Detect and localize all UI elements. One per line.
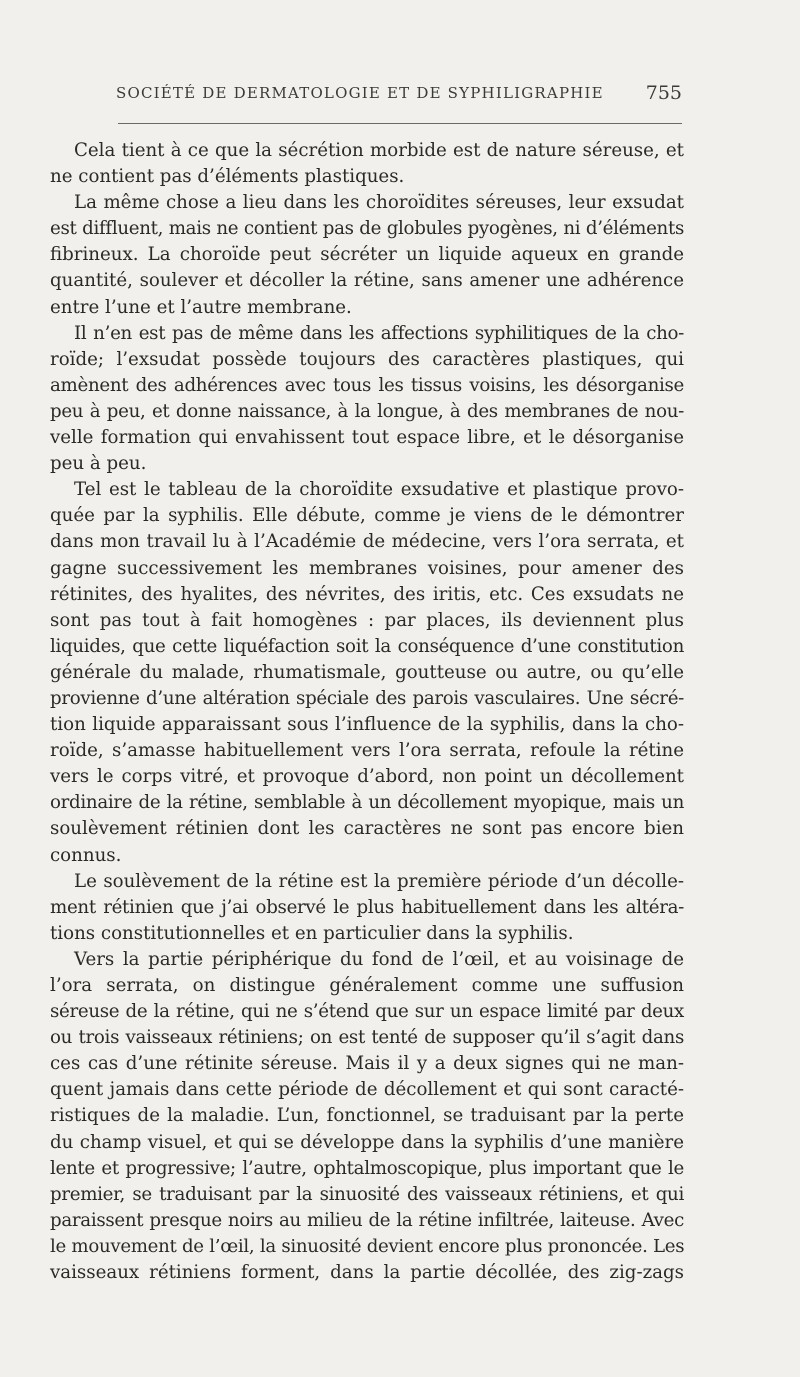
text-line: premier, se traduisant par la sinuosité des vaisseaux rétiniens, et qui [50, 1183, 684, 1205]
text-line: vers le corps vitré, et provoque d’abord, non point un décollement [50, 766, 684, 788]
text-line: soulèvement rétinien dont les caractères ne sont pas encore bien [50, 818, 684, 840]
text-line: le mouvement de l’œil, la sinuosité devient encore plus prononcée. Les [50, 1235, 685, 1257]
page-header [116, 84, 682, 114]
page-number: 755 [645, 82, 682, 104]
text-line: Cela tient à ce que la sécrétion morbide est de nature séreuse, et [74, 140, 684, 161]
text-line: rétinites, des hyalites, des névrites, des iritis, etc. Ces exsudats ne [50, 583, 684, 605]
text-line: sont pas tout à fait homogènes : par places, ils deviennent plus [50, 609, 684, 631]
text-line: roïde, s’amasse habituellement vers l’ora serrata, refoule la rétine [50, 740, 684, 762]
text-line: entre l’une et l’autre membrane. [50, 296, 352, 318]
text-line: amènent des adhérences avec tous les tissus voisins, les désorganise [50, 374, 684, 396]
text-line: ristiques de la maladie. L’un, fonctionnel, se traduisant par la perte [50, 1105, 684, 1127]
text-line: quent jamais dans cette période de décollement et qui sont caracté- [50, 1079, 684, 1101]
text-line: quantité, soulever et décoller la rétine, sans amener une adhérence [50, 270, 684, 292]
text-line: quée par la syphilis. Elle débute, comme je viens de le démontrer [50, 505, 684, 527]
text-line: La même chose a lieu dans les choroïdites séreuses, leur exsudat [74, 192, 684, 214]
text-line: dans mon travail lu à l’Académie de médecine, vers l’ora serrata, et [50, 531, 684, 553]
text-line: peu à peu, et donne naissance, à la longue, à des membranes de nou- [50, 400, 684, 422]
text-line: roïde; l’exsudat possède toujours des caractères plastiques, qui [50, 348, 684, 370]
text-line: velle formation qui envahissent tout espace libre, et le désorganise [50, 427, 684, 449]
text-line: séreuse de la rétine, qui ne s’étend que sur un espace limité par deux [50, 1001, 684, 1023]
text-line: paraissent presque noirs au milieu de la rétine infiltrée, laiteuse. Avec [50, 1209, 684, 1231]
text-line: ordinaire de la rétine, semblable à un décollement myopique, mais un [50, 792, 684, 814]
text-line: lente et progressive; l’autre, ophtalmoscopique, plus important que le [50, 1157, 684, 1179]
text-line: ment rétinien que j’ai observé le plus habituellement dans les altéra- [50, 896, 684, 918]
text-line: est diffluent, mais ne contient pas de globules pyogènes, ni d’éléments [50, 218, 684, 240]
text-line: l’ora serrata, on distingue généralement comme une suffusion [50, 975, 684, 996]
text-line: Vers la partie périphérique du fond de l’œil, et au voisinage de [74, 948, 684, 970]
header-rule [118, 123, 682, 124]
text-line: Tel est le tableau de la choroïdite exsudative et plastique provo- [74, 479, 684, 501]
text-line: peu à peu. [50, 453, 147, 475]
text-line: du champ visuel, et qui se développe dans la syphilis d’une manière [50, 1131, 684, 1153]
text-line: Le soulèvement de la rétine est la première période d’un décolle- [74, 870, 684, 892]
text-line: ou trois vaisseaux rétiniens; on est tenté de supposer qu’il s’agit dans [50, 1027, 684, 1049]
text-line: connus. [50, 844, 122, 866]
text-line: générale du malade, rhumatismale, goutteuse ou autre, ou qu’elle [50, 661, 684, 683]
text-line: vaisseaux rétiniens forment, dans la partie décollée, des zig-zags [50, 1262, 684, 1284]
text-line: Il n’en est pas de même dans les affections syphilitiques de la cho- [74, 322, 684, 344]
text-line: ne contient pas d’éléments plastiques. [50, 166, 405, 188]
body-text [50, 138, 684, 1286]
running-title: SOCIÉTÉ DE DERMATOLOGIE ET DE SYPHILIGRAPHIE [116, 84, 604, 102]
text-line: liquides, que cette liquéfaction soit la conséquence d’une constitution [50, 635, 684, 657]
text-line: provienne d’une altération spéciale des parois vasculaires. Une sécré- [50, 687, 684, 709]
text-line: tions constitutionnelles et en particulier dans la syphilis. [50, 922, 574, 944]
text-line: ces cas d’une rétinite séreuse. Mais il y a deux signes qui ne man- [50, 1053, 684, 1075]
text-line: tion liquide apparaissant sous l’influence de la syphilis, dans la cho- [50, 714, 684, 736]
text-line: fibrineux. La choroïde peut sécréter un liquide aqueux en grande [50, 244, 684, 266]
text-line: gagne successivement les membranes voisines, pour amener des [50, 557, 684, 579]
